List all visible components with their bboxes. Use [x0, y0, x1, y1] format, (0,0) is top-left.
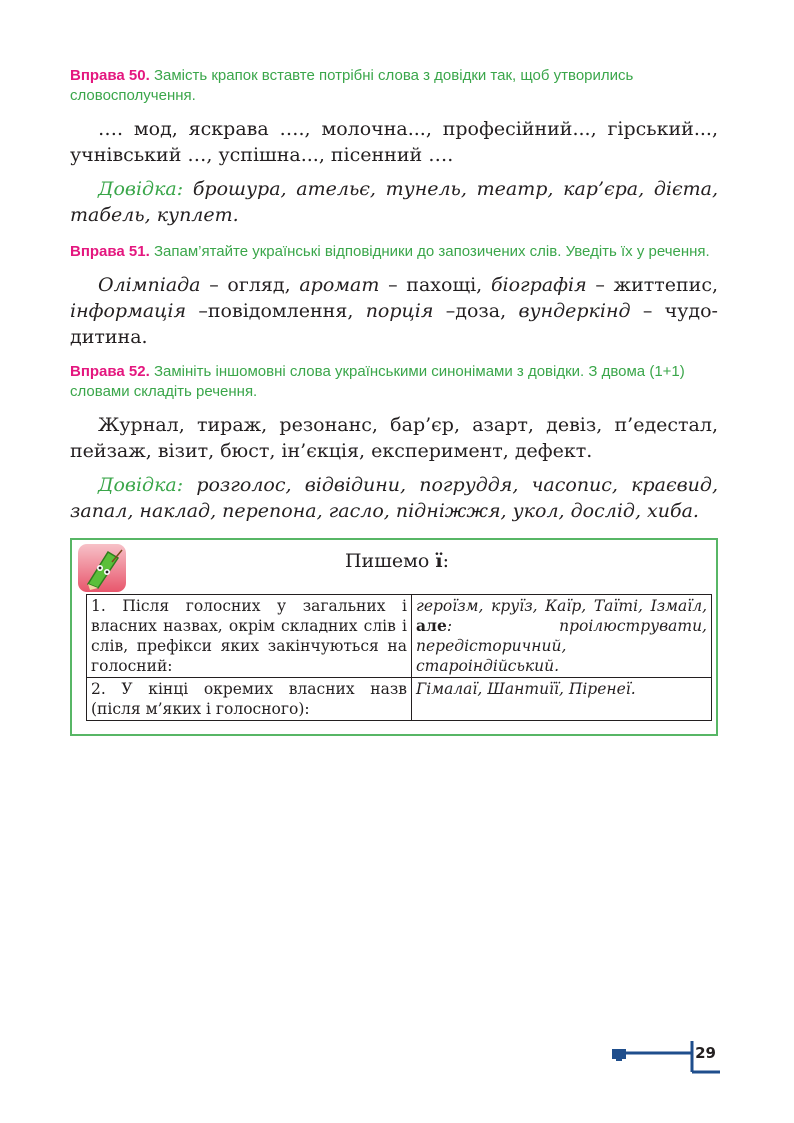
reference-words: брошура, ательє, тунель, театр, кар’єра, дієта, табель, куплет.	[70, 178, 718, 226]
reference-words: розголос, відвідини, погруддя, часопис, краєвид, запал, наклад, перепона, гасло, підніжжя, укол, дослід, хиба.	[70, 474, 718, 522]
rule-examples	[412, 678, 712, 721]
table-row	[87, 678, 712, 721]
native-word: –доза,	[433, 300, 519, 322]
exercise-50-reference	[70, 176, 718, 228]
foreign-word: інформація	[70, 300, 187, 322]
native-word: – чудо-дитина.	[70, 300, 718, 348]
exercise-51-label: Вправа 51.	[70, 243, 150, 260]
exercise-50-task: Замість крапок вставте потрібні слова з довідки так, щоб утворились словосполучення.	[70, 67, 634, 104]
examples-b: : проілюструвати, передісторичний, староіндійський.	[416, 617, 707, 675]
rule-condition: 1. Після голосних у загальних і власних назвах, окрім складних слів і слів, префікси яких закінчуються на голосний:	[87, 595, 412, 678]
rules-table	[86, 594, 712, 721]
rule-title-prefix: Пишемо	[344, 550, 436, 572]
exercise-51-task: Запам’ятайте українські відповідники до запозичених слів. Уведіть їх у речення.	[153, 243, 710, 260]
exercise-51-text	[70, 272, 718, 350]
page-number: 29	[695, 1044, 716, 1062]
pencil-icon	[78, 544, 126, 592]
native-word: –повідомлення,	[186, 300, 366, 322]
foreign-word: аромат	[299, 274, 380, 296]
foreign-word: біографія	[490, 274, 587, 296]
rule-header	[84, 544, 710, 594]
page-number-footer	[612, 1040, 722, 1074]
native-word: – огляд,	[200, 274, 300, 296]
exercise-52-instruction	[70, 362, 718, 402]
rule-title-suffix: :	[442, 550, 450, 572]
but-word: але	[416, 616, 447, 635]
table-row	[87, 595, 712, 678]
exercise-52-text: Журнал, тираж, резонанс, бар’єр, азарт, девіз, п’едестал, пейзаж, візит, бюст, ін’єкція, експеримент, дефект.	[70, 414, 718, 462]
rule-box	[70, 538, 718, 736]
native-word: – пахощі,	[379, 274, 491, 296]
exercise-51-instruction	[70, 242, 718, 262]
foreign-word: вундеркінд	[518, 300, 631, 322]
page-content	[70, 66, 718, 736]
reference-label: Довідка:	[98, 474, 184, 496]
exercise-52-label: Вправа 52.	[70, 363, 150, 380]
rule-title	[84, 544, 710, 574]
examples-a: Гімалаї, Шантиїї, Піренеї.	[416, 680, 636, 698]
exercise-52-task: Замініть іншомовні слова українськими синонімами з довідки. З двома (1+1) словами складіть речення.	[70, 363, 685, 400]
foreign-word: порція	[365, 300, 434, 322]
rule-condition: 2. У кінці окремих власних назв (після м’яких і голосного):	[87, 678, 412, 721]
examples-a: героїзм, круїз, Каїр, Таїті, Ізмаїл,	[416, 597, 707, 615]
foreign-word: Олімпіада	[98, 274, 201, 296]
reference-label: Довідка:	[98, 178, 184, 200]
exercise-50-instruction	[70, 66, 718, 106]
native-word: – життепис,	[586, 274, 719, 296]
exercise-50-label: Вправа 50.	[70, 67, 150, 84]
rule-examples	[412, 595, 712, 678]
exercise-52-reference	[70, 472, 718, 524]
rule-title-letter: ї	[435, 550, 443, 572]
exercise-50-text: …. мод, яскрава …., молочна..., професійний..., гірський..., учнівський …, успішна..., пісенний ….	[70, 118, 718, 166]
